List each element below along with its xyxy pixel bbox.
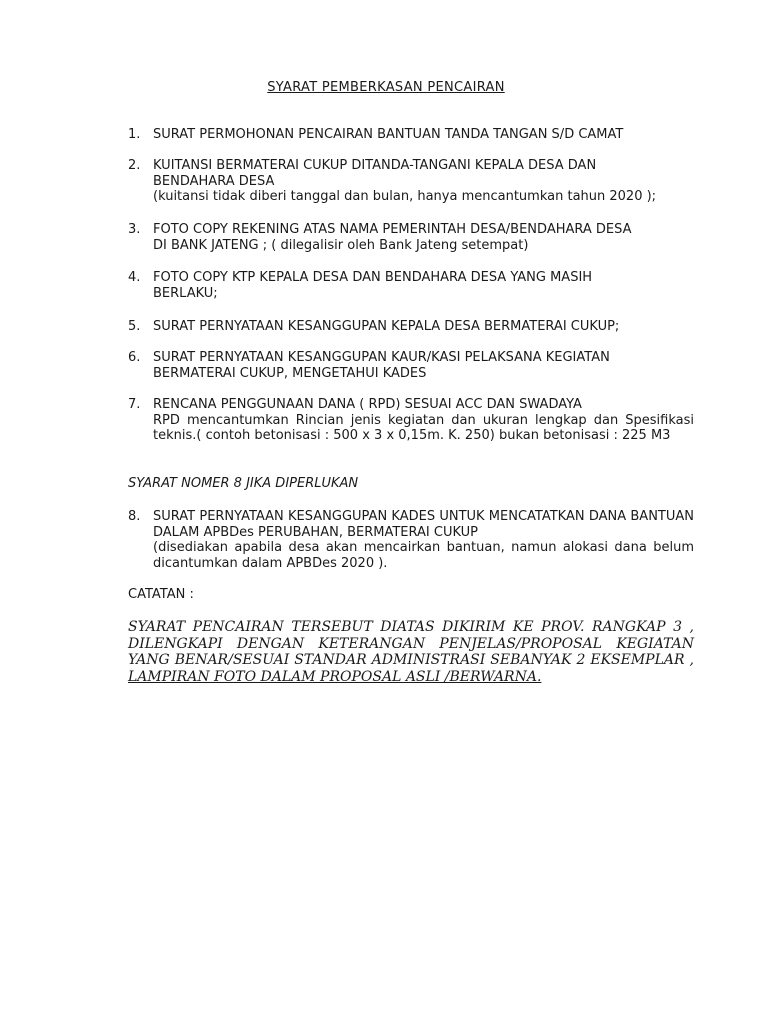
list-item (128, 509, 694, 571)
item-number: 6. (128, 350, 141, 365)
item-number: 7. (128, 397, 141, 412)
item-line: SURAT PERNYATAAN KESANGGUPAN KAUR/KASI PELAKSANA KEGIATAN (153, 350, 610, 365)
list-item (128, 319, 694, 335)
item-number: 2. (128, 158, 141, 173)
item-line: SURAT PERNYATAAN KESANGGUPAN KEPALA DESA BERMATERAI CUKUP; (153, 319, 620, 334)
item-line: DI BANK JATENG ; ( dilegalisir oleh Bank Jateng setempat) (153, 237, 529, 253)
item-line: SURAT PERMOHONAN PENCAIRAN BANTUAN TANDA TANGAN S/D CAMAT (153, 127, 624, 142)
requirement-list-item-2 (128, 158, 694, 205)
catatan-label: CATATAN : (128, 587, 194, 602)
item-line: BERMATERAI CUKUP, MENGETAHUI KADES (153, 365, 427, 381)
list-item (128, 127, 694, 143)
optional-requirement-note: SYARAT NOMER 8 JIKA DIPERLUKAN (128, 476, 359, 491)
item-number: 1. (128, 127, 141, 142)
document-title (0, 80, 768, 95)
catatan-underlined-text: LAMPIRAN FOTO DALAM PROPOSAL ASLI /BERWARNA. (128, 668, 542, 685)
document-title-text: SYARAT PEMBERKASAN PENCAIRAN (267, 80, 505, 95)
item-line: (disediakan apabila desa akan mencairkan bantuan, namun alokasi dana belum dicantumkan dalam APBDes 2020 ). (153, 540, 694, 571)
requirement-list-item-1 (128, 127, 694, 143)
item-number: 5. (128, 319, 141, 334)
requirement-list-item-7 (128, 397, 694, 444)
catatan-body (128, 619, 694, 685)
item-line: BENDAHARA DESA (153, 173, 275, 189)
item-number: 8. (128, 509, 141, 524)
requirement-list-item-8 (128, 509, 694, 571)
requirement-list-item-4 (128, 270, 694, 301)
item-line: KUITANSI BERMATERAI CUKUP DITANDA-TANGANI KEPALA DESA DAN (153, 158, 597, 173)
catatan-text: SYARAT PENCAIRAN TERSEBUT DIATAS DIKIRIM KE PROV. RANGKAP 3 , DILENGKAPI DENGAN KETERANGAN PENJELAS/PROPOSAL KEGIATAN YANG BENAR/SESUAI STANDAR ADMINISTRASI SEBANYAK 2 EKSEMPLAR , (128, 619, 694, 668)
item-line: RPD mencantumkan Rincian jenis kegiatan dan ukuran lengkap dan Spesifikasi teknis.( contoh betonisasi : 500 x 3 x 0,15m. K. 250) bukan betonisasi : 225 M3 (153, 412, 694, 443)
requirement-list-item-5 (128, 319, 694, 335)
item-line: SURAT PERNYATAAN KESANGGUPAN KADES UNTUK MENCATATKAN DANA BANTUAN DALAM APBDes PERUBAHAN, BERMATERAI CUKUP (153, 509, 694, 540)
item-number: 3. (128, 222, 141, 237)
list-item (128, 397, 694, 444)
item-number: 4. (128, 270, 141, 285)
list-item (128, 350, 694, 381)
item-line: FOTO COPY KTP KEPALA DESA DAN BENDAHARA DESA YANG MASIH (153, 270, 593, 285)
requirement-list-item-6 (128, 350, 694, 381)
list-item (128, 222, 694, 253)
list-item (128, 158, 694, 205)
item-line: (kuitansi tidak diberi tanggal dan bulan, hanya mencantumkan tahun 2020 ); (153, 189, 657, 204)
list-item (128, 270, 694, 301)
item-line: BERLAKU; (153, 285, 218, 301)
item-line: FOTO COPY REKENING ATAS NAMA PEMERINTAH DESA/BENDAHARA DESA (153, 222, 632, 237)
requirement-list-item-3 (128, 222, 694, 253)
item-line: RENCANA PENGGUNAAN DANA ( RPD) SESUAI ACC DAN SWADAYA (153, 397, 582, 412)
